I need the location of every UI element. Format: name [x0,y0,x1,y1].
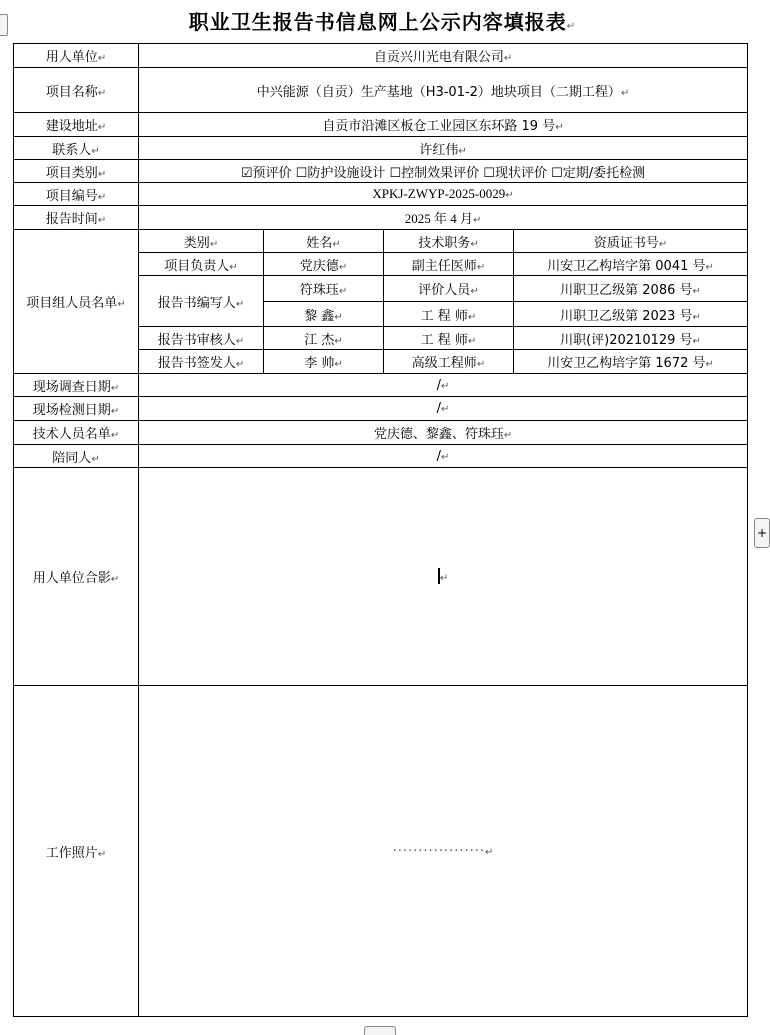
tech-staff-value[interactable]: 党庆德、黎鑫、符珠珏↵ [139,421,748,445]
document-title [0,5,765,39]
contact-value[interactable]: 许红伟↵ [139,137,748,160]
row-address [14,113,748,137]
project-no-value[interactable]: XPKJ-ZWYP-2025-0029↵ [139,183,748,206]
project-name-value[interactable]: 中兴能源（自贡）生产基地（H3-01-2）地块项目（二期工程）↵ [139,68,748,113]
team-name[interactable]: 江 杰↵ [264,327,384,350]
label-cell: 用人单位↵ [14,44,139,68]
team-label: 项目组人员名单↵ [14,230,139,374]
survey-date-value[interactable]: /↵ [139,374,748,397]
team-title[interactable]: 高级工程师↵ [384,350,514,374]
unchecked-box-icon: ☐ [483,165,495,181]
team-cert[interactable]: 川职卫乙级第 2023 号↵ [514,302,748,327]
work-photo-area[interactable]: ··················↵ [139,686,748,1017]
label-cell: 技术人员名单↵ [14,421,139,445]
team-title[interactable]: 工 程 师↵ [384,302,514,327]
team-header-cert: 资质证书号↵ [514,230,748,253]
label-cell: 项目编号↵ [14,183,139,206]
project-type-options [139,160,748,183]
checkbox-status-evaluation[interactable]: ☐现状评价 [483,165,547,181]
team-category[interactable]: 报告书审核人↵ [139,327,264,350]
team-title[interactable]: 评价人员↵ [384,276,514,302]
row-test-date [14,397,748,421]
checkbox-protection-design[interactable]: ☐防护设施设计 [295,165,386,181]
team-name[interactable]: 李 帅↵ [264,350,384,374]
title-text: 职业卫生报告书信息网上公示内容填报表 [188,10,567,34]
team-header-row [14,230,748,253]
employer-value[interactable]: 自贡兴川光电有限公司↵ [139,44,748,68]
row-report-time [14,206,748,230]
unchecked-box-icon: ☐ [389,165,402,181]
team-category[interactable]: 项目负责人↵ [139,253,264,276]
address-value[interactable]: 自贡市沿滩区板仓工业园区东环路 19 号↵ [139,113,748,137]
label-cell: 项目类别↵ [14,160,139,183]
label-cell: 建设地址↵ [14,113,139,137]
label-cell: 现场调查日期↵ [14,374,139,397]
row-tech-staff [14,421,748,445]
team-category[interactable]: 报告书签发人↵ [139,350,264,374]
checked-box-icon: ☑ [240,165,253,181]
row-employer [14,44,748,68]
test-date-value[interactable]: /↵ [139,397,748,421]
team-name[interactable]: 党庆德↵ [264,253,384,276]
row-project-name [14,68,748,113]
label-cell: 陪同人↵ [14,445,139,468]
row-group-photo [14,468,748,686]
row-survey-date [14,374,748,397]
checkbox-pre-evaluation[interactable]: ☑预评价 [240,165,292,181]
team-category[interactable]: 报告书编写人↵ [139,276,264,327]
label-cell: 项目名称↵ [14,68,139,113]
team-title[interactable]: 副主任医师↵ [384,253,514,276]
checkbox-periodic-testing[interactable]: ☐定期/委托检测 [551,165,646,181]
resize-handle[interactable] [364,1026,396,1035]
team-name[interactable]: 黎 鑫↵ [264,302,384,327]
label-cell: 报告时间↵ [14,206,139,230]
photo-placeholder-dots: ·················· [392,843,486,859]
row-escort [14,445,748,468]
team-cert[interactable]: 川安卫乙构培字第 1672 号↵ [514,350,748,374]
unchecked-box-icon: ☐ [551,165,563,181]
label-cell: 用人单位合影↵ [14,468,139,686]
group-photo-area[interactable]: ↵ [139,468,748,686]
team-header-category: 类别↵ [139,230,264,253]
escort-value[interactable]: /↵ [139,445,748,468]
team-header-title: 技术职务↵ [384,230,514,253]
row-contact [14,137,748,160]
label-cell: 现场检测日期↵ [14,397,139,421]
row-work-photo [14,686,748,1017]
add-row-button[interactable]: + [754,518,770,548]
team-cert[interactable]: 川职(评)20210129 号↵ [514,327,748,350]
report-time-value[interactable]: 2025 年 4 月↵ [139,206,748,230]
label-cell: 联系人↵ [14,137,139,160]
checkbox-control-effect[interactable]: ☐控制效果评价 [389,165,480,181]
team-cert[interactable]: 川安卫乙构培字第 0041 号↵ [514,253,748,276]
unchecked-box-icon: ☐ [295,165,308,181]
paragraph-mark-icon: ↵ [566,21,577,32]
team-title[interactable]: 工 程 师↵ [384,327,514,350]
row-project-no [14,183,748,206]
row-project-type [14,160,748,183]
label-cell: 工作照片↵ [14,686,139,1017]
team-cert[interactable]: 川职卫乙级第 2086 号↵ [514,276,748,302]
team-name[interactable]: 符珠珏↵ [264,276,384,302]
info-form-table [13,43,748,1017]
team-header-name: 姓名↵ [264,230,384,253]
